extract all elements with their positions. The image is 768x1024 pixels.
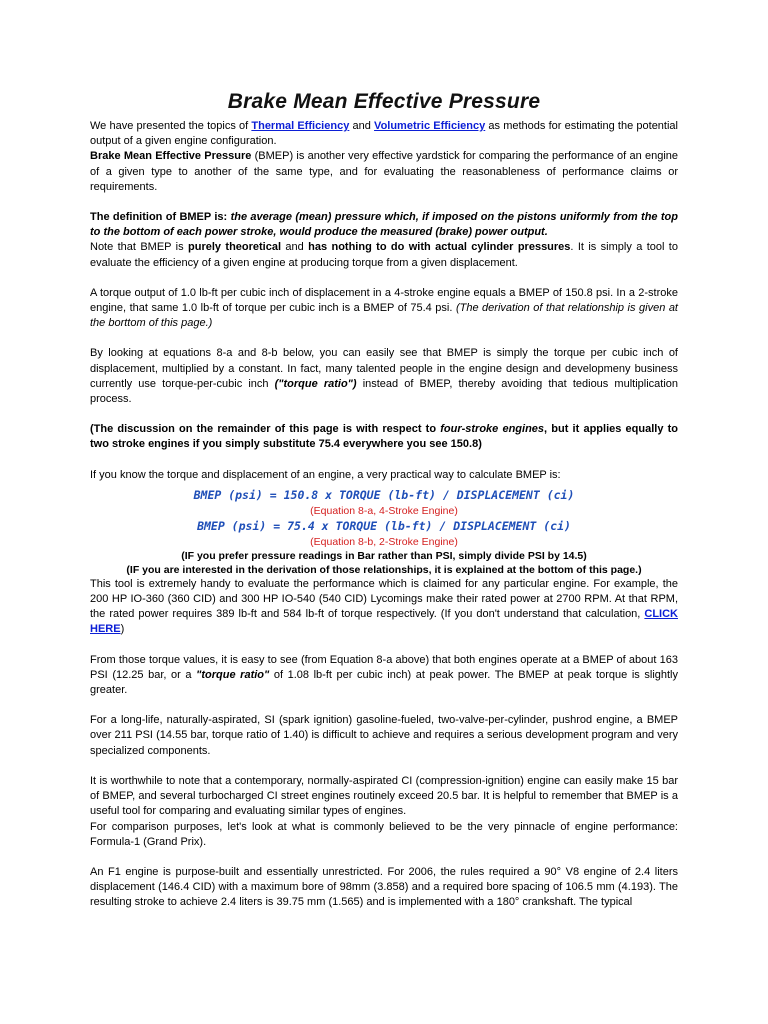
equations-text-end: instead of BMEP, thereby avoiding that tedious multiplication process. xyxy=(90,377,678,406)
torque-values-text: From those torque values, it is easy to see (from Equation 8-a above) that both engines operate at a BMEP of about 163 PSI (12.25 bar, or a xyxy=(90,653,678,681)
equation-8a: BMEP (psi) = 150.8 x TORQUE (lb-ft) / DISPLACEMENT (ci) xyxy=(193,487,575,502)
discussion-text: (The discussion on the remainder of this page is with respect to xyxy=(90,423,441,436)
bmep-definition-text: (BMEP) is another very effective yardstick for comparing the performance of an engine of a given type to another of the same type, and for evaluating the reasonableness of performance claims or requirements. xyxy=(90,150,678,193)
calc-intro: If you know the torque and displacement of an engine, a very practical way to calculate BMEP is: xyxy=(90,468,561,481)
definition-paragraph xyxy=(90,210,678,240)
intro-text-and: and xyxy=(349,120,375,132)
torque-values-paragraph xyxy=(90,653,678,699)
torque-ratio-term: ("torque ratio") xyxy=(274,377,357,390)
theoretical-note-paragraph xyxy=(90,240,678,270)
long-life-engine-paragraph: For a long-life, naturally-aspirated, SI (spark ignition) gasoline-fueled, two-valve-per-cylinder, pushrod engine, a BMEP over 211 PSI (14.55 bar, torque ratio of 1.40) is difficult to achieve and requires a serious development program and very specialized components. xyxy=(90,714,678,757)
discussion-text-end: , but it applies equally to two stroke engines if you simply substitute 75.4 everywhere you see 150.8) xyxy=(90,423,678,451)
equation-8b-caption: (Equation 8-b, 2-Stroke Engine) xyxy=(310,535,458,548)
tool-text-end: ) xyxy=(120,623,125,636)
note-bold-theoretical: purely theoretical xyxy=(188,241,282,254)
intro-paragraph xyxy=(90,119,678,149)
equation-8a-caption: (Equation 8-a, 4-Stroke Engine) xyxy=(310,504,458,517)
intro-text: We have presented the topics of xyxy=(90,120,252,132)
torque-values-text-end: of 1.08 lb-ft per cubic inch) at peak power. The BMEP at peak torque is slightly greater. xyxy=(90,668,679,697)
note-text-end: . It is simply a tool to evaluate the efficiency of a given engine at producing torque from a given displacement. xyxy=(90,241,678,269)
four-stroke-term: four-stroke engines xyxy=(440,423,545,436)
click-here-link[interactable]: CLICK HERE xyxy=(90,608,678,636)
derivation-reference: (The derivation of that relationship is given at the borttom of this page.) xyxy=(90,302,678,330)
bar-conversion-note: (IF you prefer pressure readings in Bar rather than PSI, simply divide PSI by 14.5) xyxy=(181,549,587,562)
definition-body: the average (mean) pressure which, if imposed on the pistons uniformly from the top to the bottom of each power stroke, would produce the measured (brake) power output. xyxy=(90,211,678,239)
f1-engine-paragraph: An F1 engine is purpose-built and essentially unrestricted. For 2006, the rules required a 90° V8 engine of 2.4 liters displacement (146.4 CID) with a maximum bore of 98mm (3.858) and a required bore spacing of 106.5 mm (4.193). The resulting stroke to achieve 2.4 liters is 39.75 mm (1.565) and is implemented with a 180° crankshaft. The typical xyxy=(90,865,678,909)
bmep-term: Brake Mean Effective Pressure xyxy=(90,150,252,163)
definition-lead: The definition of BMEP is: xyxy=(90,211,231,224)
equations-explanation-paragraph xyxy=(90,346,678,407)
page-title: Brake Mean Effective Pressure xyxy=(227,90,541,113)
comparison-paragraph: For comparison purposes, let's look at what is commonly believed to be the very pinnacle of engine performance: Formula-1 (Grand Prix). xyxy=(90,820,678,848)
intro-text-end: as methods for estimating the potential output of a given engine configuration. xyxy=(90,120,678,148)
derivation-note: (IF you are interested in the derivation of those relationships, it is explained at the bottom of this page.) xyxy=(126,563,642,576)
note-bold-cylinder: has nothing to do with actual cylinder pressures xyxy=(308,241,571,254)
equation-8b: BMEP (psi) = 75.4 x TORQUE (lb-ft) / DISPLACEMENT (ci) xyxy=(197,518,571,533)
torque-output-text: A torque output of 1.0 lb-ft per cubic inch of displacement in a 4-stroke engine equals a BMEP of 150.8 psi. In a 2-stroke engine, that same 1.0 lb-ft of torque per cubic inch is a BMEP of 75.4 psi. xyxy=(90,286,678,315)
torque-ratio-quote: "torque ratio" xyxy=(196,668,270,681)
ci-engine-paragraph: It is worthwhile to note that a contemporary, normally-aspirated CI (compression-ignition) engine can easily make 15 bar of BMEP, and several turbocharged CI street engines routinely exceed 20.5 bar. It is helpful to remember that BMEP is a useful tool for comparing and evaluating similar types of engines. xyxy=(90,774,678,818)
equations-text: By looking at equations 8-a and 8-b below, you can easily see that BMEP is simply the torque per cubic inch of displacement, multiplied by a constant. In fact, many talented people in the engine design and developmeny business currently use torque-per-cubic inch xyxy=(90,347,678,390)
note-text-and: and xyxy=(281,241,309,254)
bmep-definition-paragraph xyxy=(90,149,678,195)
note-text: Note that BMEP is xyxy=(90,241,189,254)
torque-output-paragraph xyxy=(90,286,678,332)
discussion-scope-paragraph xyxy=(90,422,678,452)
thermal-efficiency-link[interactable]: Thermal Efficiency xyxy=(251,120,350,132)
tool-paragraph xyxy=(90,577,678,638)
tool-text: This tool is extremely handy to evaluate the performance which is claimed for any particular engine. For example, the 200 HP IO-360 (360 CID) and 300 HP IO-540 (540 CID) Lycomings make their rated power at 2700 RPM. At that RPM, the rated power requires 389 lb-ft and 584 lb-ft of torque respectively. (If you don't understand that calculation, xyxy=(90,577,678,621)
volumetric-efficiency-link[interactable]: Volumetric Efficiency xyxy=(374,120,486,132)
